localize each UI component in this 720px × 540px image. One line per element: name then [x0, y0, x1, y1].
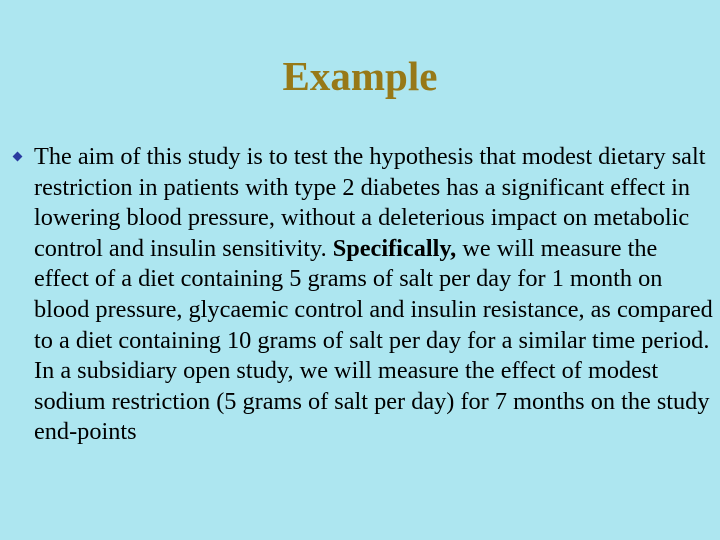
diamond-bullet-icon — [13, 152, 23, 162]
bullet-text-emphasis: Specifically, — [332, 234, 457, 262]
bullet-text — [34, 142, 714, 448]
slide-title: Example — [282, 53, 438, 99]
bullet-text-intro: The aim of this study is to test the hypothesis that modest dietary salt restriction in patients with type 2 diabetes has a significant effect in lowering blood pressure, without a deleterious impact on metabolic control and insulin sensitivity. — [34, 143, 706, 262]
bullet-text-rest: we will measure the effect of a diet containing 5 grams of salt per day for 1 month on blood pressure, glycaemic control and insulin resistance, as compared to a diet containing 10 grams of salt per day for a similar time period. In a subsidiary open study, we will measure the effect of modest sodium restriction (5 grams of salt per day) for 7 months on the study end-points — [34, 234, 713, 446]
